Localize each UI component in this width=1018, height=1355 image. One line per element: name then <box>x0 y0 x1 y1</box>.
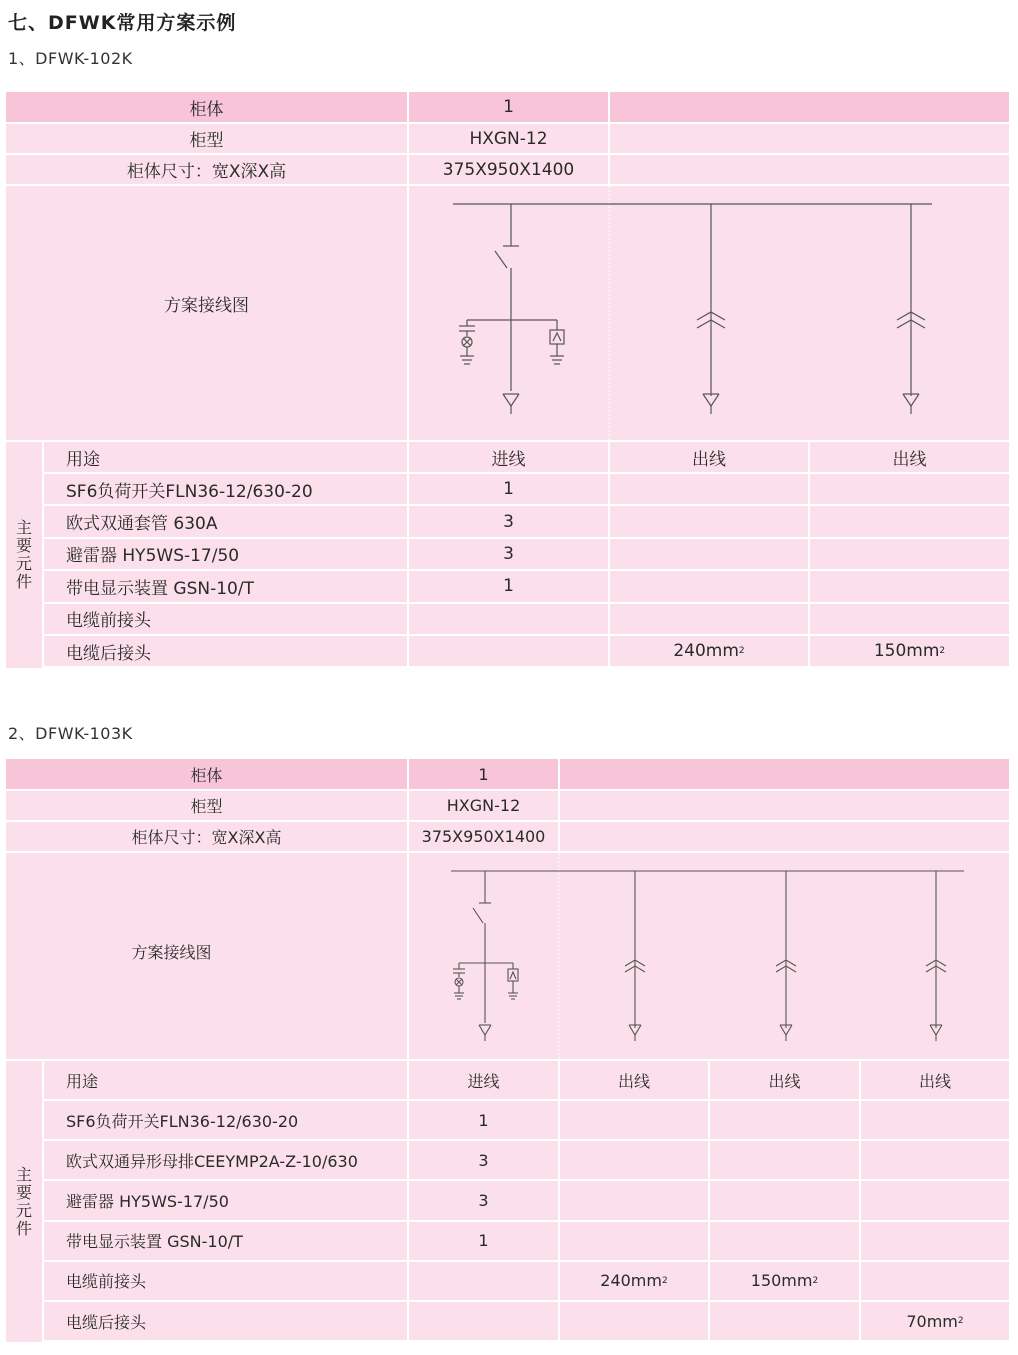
component-value <box>610 604 808 634</box>
component-name: 避雷器 HY5WS-17/50 <box>44 539 407 569</box>
component-value: 150mm 2 <box>710 1262 859 1300</box>
component-name: SF6负荷开关FLN36-12/630-20 <box>44 474 407 504</box>
main-components-label <box>6 1061 42 1342</box>
component-value: 3 <box>409 1181 558 1219</box>
component-value <box>560 1141 708 1179</box>
size-label: 柜体尺寸：宽X深X高 <box>6 822 407 851</box>
outgoing-feeder-1 <box>697 204 725 414</box>
column-header: 出线 <box>710 1061 859 1099</box>
cabinet-label: 柜体 <box>6 92 407 122</box>
component-value: 240mm 2 <box>560 1262 708 1300</box>
component-name: SF6负荷开关FLN36-12/630-20 <box>44 1101 407 1139</box>
main-components-text: 主 要 元 件 <box>15 1164 32 1238</box>
component-value: 150mm 2 <box>810 636 1009 666</box>
incoming-feeder <box>453 871 518 1041</box>
outgoing-feeder-2 <box>776 871 796 1041</box>
wiring-diagram <box>409 186 1009 440</box>
outgoing-feeder-2 <box>897 204 925 414</box>
diagram-label: 方案接线图 <box>6 186 407 440</box>
scheme-2-table <box>6 759 1009 1342</box>
component-name: 避雷器 HY5WS-17/50 <box>44 1181 407 1219</box>
type-label: 柜型 <box>6 791 407 820</box>
cabinet-value: 1 <box>409 92 608 122</box>
component-name: 电缆后接头 <box>44 636 407 666</box>
diagram-label: 方案接线图 <box>6 853 407 1059</box>
column-header: 进线 <box>409 1061 558 1099</box>
type-label: 柜型 <box>6 124 407 153</box>
component-value <box>610 571 808 601</box>
component-value: 1 <box>409 1101 558 1139</box>
component-value <box>710 1141 859 1179</box>
component-value <box>810 539 1009 569</box>
component-name: 欧式双通异形母排CEEYMP2A-Z-10/630 <box>44 1141 407 1179</box>
component-value <box>861 1222 1009 1260</box>
component-value <box>861 1101 1009 1139</box>
blank-cell <box>560 791 1009 820</box>
component-value: 3 <box>409 1141 558 1179</box>
cabinet-value: 1 <box>409 759 558 789</box>
component-value: 240mm 2 <box>610 636 808 666</box>
blank-cell <box>610 124 1009 153</box>
size-label: 柜体尺寸：宽X深X高 <box>6 155 407 184</box>
column-header: 出线 <box>861 1061 1009 1099</box>
main-components-label <box>6 442 42 668</box>
component-value <box>710 1101 859 1139</box>
component-value <box>810 474 1009 504</box>
purpose-label: 用途 <box>44 442 407 472</box>
component-value: 1 <box>409 474 608 504</box>
incoming-feeder <box>459 204 564 414</box>
component-value <box>610 539 808 569</box>
component-value <box>610 474 808 504</box>
component-name: 电缆前接头 <box>44 604 407 634</box>
type-value: HXGN-12 <box>409 791 558 820</box>
component-name: 带电显示装置 GSN-10/T <box>44 1222 407 1260</box>
component-value <box>560 1222 708 1260</box>
component-value <box>610 506 808 536</box>
blank-cell <box>560 822 1009 851</box>
cabinet-label: 柜体 <box>6 759 407 789</box>
component-name: 带电显示装置 GSN-10/T <box>44 571 407 601</box>
outgoing-feeder-3 <box>926 871 946 1041</box>
size-value: 375X950X1400 <box>409 822 558 851</box>
column-header: 出线 <box>560 1061 708 1099</box>
component-value <box>560 1101 708 1139</box>
component-name: 电缆前接头 <box>44 1262 407 1300</box>
column-header: 进线 <box>409 442 608 472</box>
size-value: 375X950X1400 <box>409 155 608 184</box>
component-value <box>409 1262 558 1300</box>
component-value <box>810 506 1009 536</box>
blank-cell <box>610 155 1009 184</box>
scheme-1-title: 1、DFWK-102K <box>8 49 133 68</box>
component-value: 3 <box>409 506 608 536</box>
component-value: 1 <box>409 1222 558 1260</box>
column-header: 出线 <box>810 442 1009 472</box>
wiring-diagram <box>409 853 1009 1059</box>
type-value: HXGN-12 <box>409 124 608 153</box>
component-value <box>710 1181 859 1219</box>
outgoing-feeder-1 <box>625 871 645 1041</box>
scheme-1-table <box>6 92 1009 668</box>
component-value <box>560 1302 708 1340</box>
component-name: 电缆后接头 <box>44 1302 407 1340</box>
component-value <box>710 1222 859 1260</box>
component-value <box>861 1262 1009 1300</box>
column-header: 出线 <box>610 442 808 472</box>
component-value <box>861 1141 1009 1179</box>
component-value <box>409 636 608 666</box>
component-name: 欧式双通套管 630A <box>44 506 407 536</box>
component-value <box>409 1302 558 1340</box>
component-value <box>409 604 608 634</box>
diagram-area <box>409 186 1009 440</box>
header-blank <box>610 92 1009 122</box>
component-value <box>861 1181 1009 1219</box>
component-value <box>560 1181 708 1219</box>
component-value <box>810 604 1009 634</box>
scheme-2-title: 2、DFWK-103K <box>8 724 133 743</box>
header-blank <box>560 759 1009 789</box>
component-value: 3 <box>409 539 608 569</box>
component-value <box>810 571 1009 601</box>
component-value: 70mm 2 <box>861 1302 1009 1340</box>
diagram-area <box>409 853 1009 1059</box>
component-value <box>710 1302 859 1340</box>
component-value: 1 <box>409 571 608 601</box>
purpose-label: 用途 <box>44 1061 407 1099</box>
main-components-text: 主 要 元 件 <box>15 518 32 591</box>
section-title: 七、DFWK常用方案示例 <box>8 12 237 34</box>
